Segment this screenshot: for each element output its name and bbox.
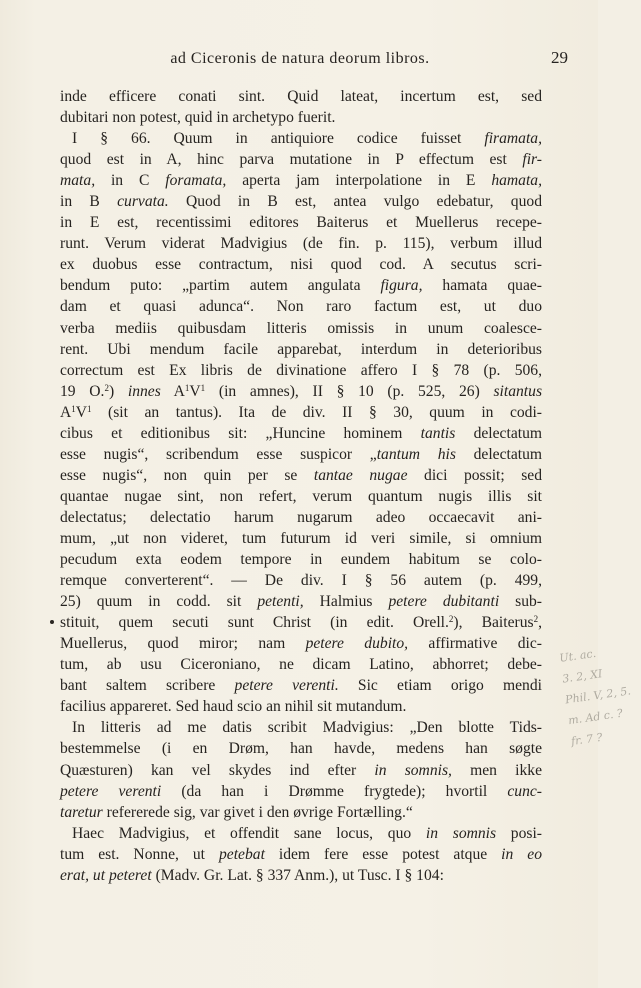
text-line: Haec Madvigius, et offendit sane locus, quo in somnis posi- (72, 824, 542, 842)
text-line: esse nugis“, scribendum esse suspicor „tantum his delectatum (60, 445, 543, 463)
text-line: esse nugis“, non quin per se tantae nugae dici possit; sed (60, 466, 543, 484)
text-line: correctum est Ex libris de divinatione affero I § 78 (p. 506, (60, 361, 542, 379)
text-line: petere verenti (da han i Drømme frygtede); hvortil cunc- (60, 782, 542, 800)
margin-mark (50, 620, 54, 624)
text-line: pecudum exta eodem tempore in eundem habitum se colo- (60, 551, 542, 569)
text-line: mum, „ut non videret, tum futurum id veri simile, si omnium (60, 529, 542, 547)
text-line: 25) quum in codd. sit petenti, Halmius petere dubitanti sub- (60, 593, 542, 611)
text-line: inde efficere conati sint. Quid lateat, incertum est, sed (60, 88, 542, 105)
text-line: $A^1V^1$ (sit an tantus). Ita de div. II § 30, quum in codi- (60, 403, 542, 421)
text-line: delectatus; delectatio harum nugarum adeo occaecavit ani- (60, 508, 542, 526)
running-head (60, 48, 568, 72)
text-line: dubitari non potest, quid in archetypo fuerit. (60, 109, 336, 127)
text-line: runt. Verum viderat Madvigius (de fin. p. 115), verbum illud (60, 235, 542, 253)
text-line: bendum puto: „partim autem angulata figura, hamata quae- (60, 277, 542, 295)
text-line: In litteris ad me datis scribit Madvigius: „Den blotte Tids- (72, 719, 542, 737)
text-line: quod est in A, hinc parva mutatione in P effectum est fir- (60, 151, 542, 169)
text-line: 19 O.$^2$) innes $A^1V^1$ (in amnes), II § 10 (p. 525, 26) sitantus (60, 382, 543, 400)
text-line: Muellerus, quod miror; nam petere dubito, affirmative dic- (60, 635, 542, 653)
page-number: 29 (551, 48, 568, 67)
text-line: tum est. Nonne, ut petebat idem fere esse potest atque in eo (60, 845, 542, 863)
text-line: erat, ut peteret (Madv. Gr. Lat. § 337 Anm.), ut Tusc. I § 104: (60, 866, 444, 884)
text-line: taretur refererede sig, var givet i den øvrige Fortælling.“ (60, 803, 413, 821)
text-line: bestemmelse (i en Drøm, han havde, medens han søgte (60, 740, 542, 758)
text-line: remque converterent“. — De div. I § 56 autem (p. 499, (60, 572, 542, 590)
text-line: cibus et editionibus sit: „Huncine hominem tantis delectatum (60, 424, 542, 442)
body-text (60, 86, 542, 886)
text-line: Quæsturen) kan vel skydes ind efter in somnis, men ikke (60, 761, 542, 779)
text-line: bant saltem scribere petere verenti. Sic etiam origo mendi (60, 677, 542, 695)
text-line: mata, in C foramata, aperta jam interpolatione in E hamata, (60, 172, 542, 190)
text-line: ex duobus esse contractum, nisi quod cod. A secutus scri- (60, 256, 542, 274)
marginal-note: m. Ad c. ? (567, 706, 624, 728)
text-line: in E est, recentissimi editores Baiterus et Muellerus recepe- (60, 214, 542, 232)
text-line: verba mediis quibusdam litteris omissis in unum coalesce- (60, 319, 542, 337)
text-line: rent. Ubi mendum facile apparebat, interdum in deterioribus (60, 340, 542, 358)
text-line: quantae nugae sint, non refert, verum quantum nugis illis sit (60, 487, 542, 505)
text-line: dam et quasi adunca“. Non raro factum est, ut duo (60, 298, 542, 316)
text-line: facilius appareret. Sed haud scio an nihil sit mutandum. (60, 698, 407, 716)
text-line: stituit, quem secuti sunt Christ (in edit. Orell.$^2$), Baiterus$^2$, (60, 614, 542, 632)
text-line: tum, ab usu Ciceroniano, ne dicam Latino, abhorret; debe- (60, 656, 542, 674)
marginal-note: Ut. ac. (558, 646, 597, 665)
text-line: in B curvata. Quod in B est, antea vulgo edebatur, quod (60, 193, 542, 211)
marginal-note: 3. 2, XI (561, 667, 604, 686)
handwritten-marginalia (558, 642, 632, 776)
marginal-note: fr. 7 ? (570, 730, 604, 749)
text-line: I § 66. Quum in antiquiore codice fuisset firamata, (72, 130, 542, 148)
running-title: ad Ciceronis de natura deorum libros. (170, 50, 430, 67)
marginal-note: Phil. V, 2, 5. (564, 684, 632, 707)
